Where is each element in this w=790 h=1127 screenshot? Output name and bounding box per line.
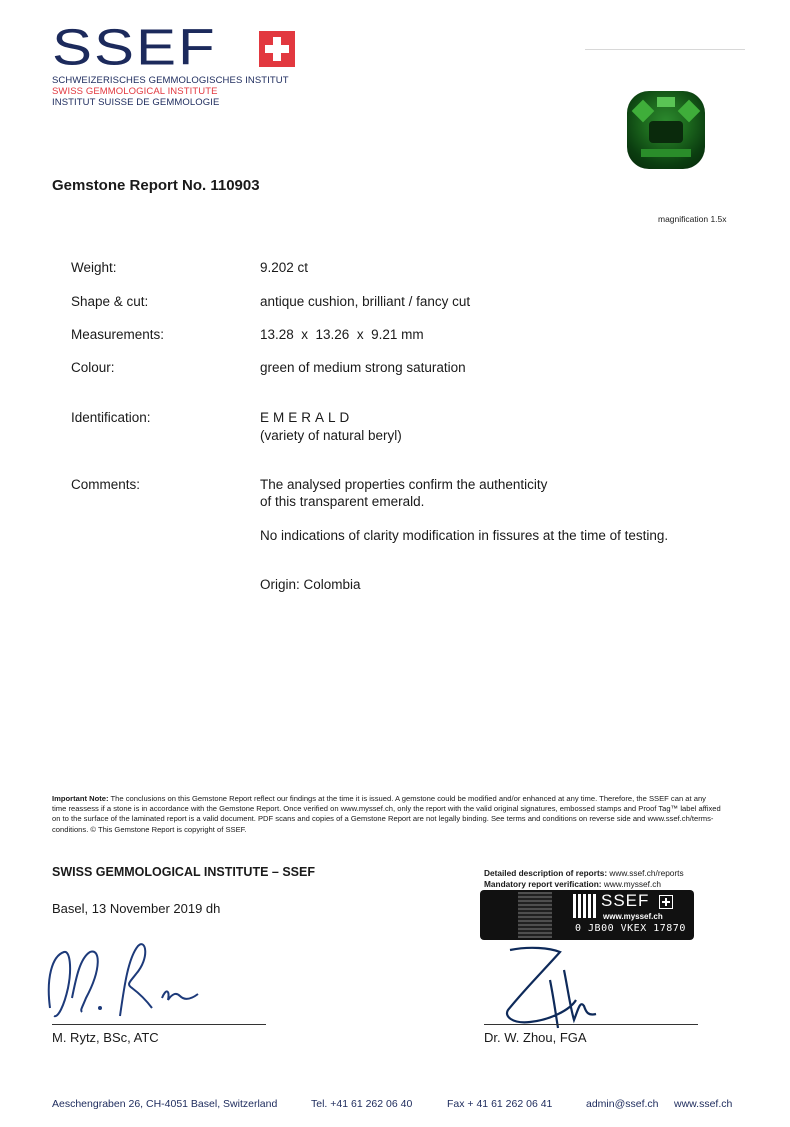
detail-label: Detailed description of reports: [484,868,608,878]
important-note [52,794,722,835]
signature-left [42,938,232,1028]
verify-url[interactable]: www.myssef.ch [603,879,662,889]
footer-website-link[interactable]: www.ssef.ch [674,1098,733,1110]
comments-label: Comments: [71,477,141,492]
proof-tag-code: 0 JB00 VKEX 17870 [575,923,686,934]
institute-name-german: SCHWEIZERISCHES GEMMOLOGISCHES INSTITUT [52,75,289,86]
proof-tag-cross-icon [659,895,673,909]
proof-tag-brand: SSEF [601,891,650,910]
signature-right [500,940,610,1035]
weight-label: Weight: [71,260,117,275]
comments-line-1: The analysed properties confirm the authenticity [260,477,548,492]
institute-name-english: SWISS GEMMOLOGICAL INSTITUTE [52,86,218,97]
comments-line-2: of this transparent emerald. [260,494,425,509]
institute-heading: SWISS GEMMOLOGICAL INSTITUTE – SSEF [52,865,315,879]
detailed-description-line [484,868,684,878]
swiss-cross-logo-icon [259,31,295,67]
top-divider [585,49,745,50]
signer-left-name: M. Rytz, BSc, ATC [52,1030,159,1045]
identification-value: EMERALD [260,410,354,425]
identification-label: Identification: [71,410,151,425]
detail-url[interactable]: www.ssef.ch/reports [609,868,684,878]
gemstone-photo [627,91,705,169]
qr-code-icon [573,894,597,918]
verify-label: Mandatory report verification: [484,879,602,889]
proof-tag-url: www.myssef.ch [603,912,663,921]
important-note-text: The conclusions on this Gemstone Report reflect our findings at the time it is issued. A gemstone could be modified and/or enhanced at any time. Therefore, the SSEF can at any time reassess if a stone is in accordance with the Gemstone Report. Once verified on www.myssef.ch, only the report with the valid original signatures, embossed stamps and Proof Tag™ label affixed on to the surface of the laminated report is a valid document. PDF scans and copies of a Gemstone Report are not legally binding. See terms and conditions on reverse side and www.ssef.ch/terms-conditions. © This Gemstone Report is copyright of SSEF. [52,794,721,834]
verification-line [484,879,661,889]
institute-name-french: INSTITUT SUISSE DE GEMMOLOGIE [52,97,220,108]
measurements-label: Measurements: [71,327,165,342]
comments-line-3: No indications of clarity modification in fissures at the time of testing. [260,528,669,543]
footer-fax: Fax + 41 61 262 06 41 [447,1098,553,1110]
footer-email[interactable]: admin@ssef.ch [586,1098,659,1110]
signature-line-right [484,1024,698,1025]
important-note-heading: Important Note: [52,794,109,803]
magnification-note: magnification 1.5x [658,214,727,224]
colour-label: Colour: [71,360,115,375]
shape-cut-value: antique cushion, brilliant / fancy cut [260,294,471,309]
signature-line-left [52,1024,266,1025]
colour-value: green of medium strong saturation [260,360,466,375]
issue-date: Basel, 13 November 2019 dh [52,901,221,916]
footer-address: Aeschengraben 26, CH-4051 Basel, Switzerland [52,1098,278,1110]
report-title: Gemstone Report No. 110903 [52,177,260,194]
measurements-value: 13.28 x 13.26 x 9.21 mm [260,327,424,342]
shape-cut-label: Shape & cut: [71,294,149,309]
signer-right-name: Dr. W. Zhou, FGA [484,1030,587,1045]
ssef-logo-text: SSEF [52,18,217,76]
proof-tag-label [480,890,694,940]
identification-variety: (variety of natural beryl) [260,428,402,443]
hologram-pattern-icon [518,892,552,938]
footer-telephone: Tel. +41 61 262 06 40 [311,1098,413,1110]
weight-value: 9.202 ct [260,260,309,275]
origin-value: Origin: Colombia [260,577,361,592]
